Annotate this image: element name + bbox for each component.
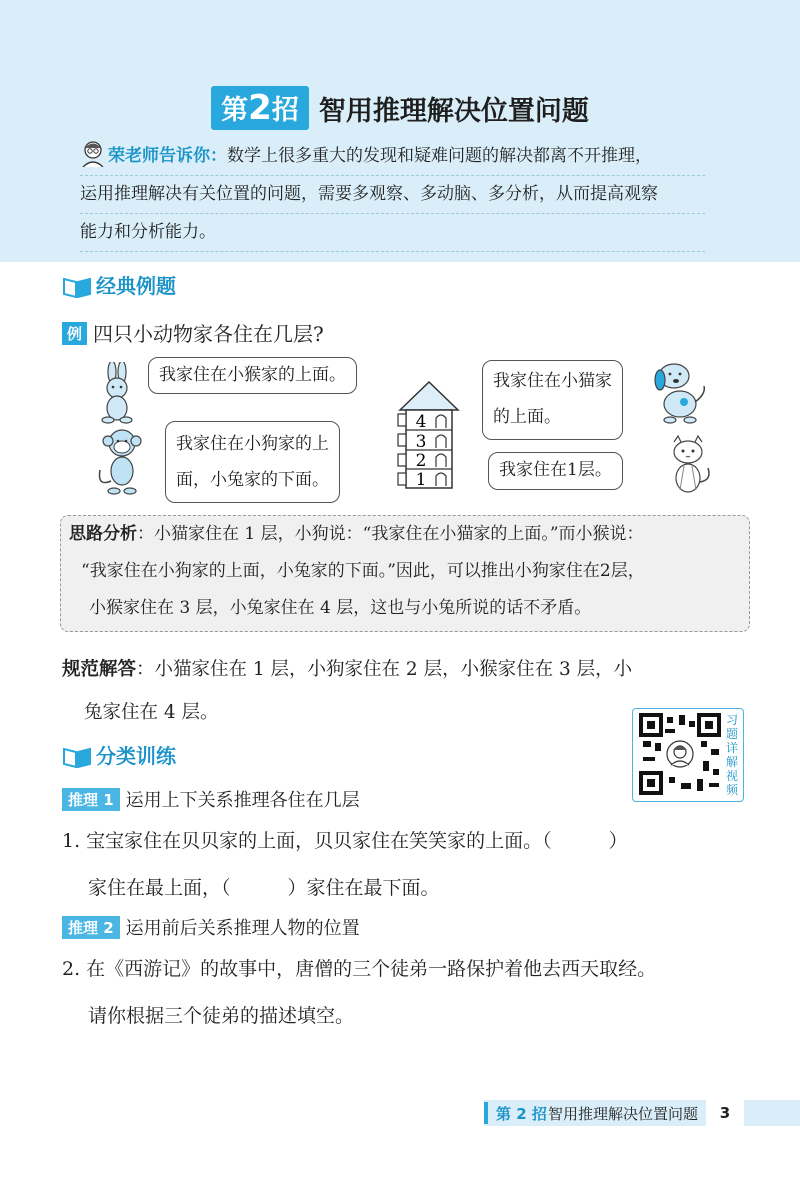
floor-1-label: 1 (415, 470, 427, 490)
teacher-tip: 荣老师告诉你：数学上很多重大的发现和疑难问题的解决都离不开推理， 运用推理解决有关位置的问题，需要多观察、多动脑、多分析，从而提高观察 能力和分析能力。 (80, 138, 705, 252)
training-1-badge: 推理 1 (62, 788, 120, 811)
monkey-speech-bubble: 我家住在小狗家的上 面，小兔家的下面。 (165, 421, 340, 503)
qr-code-icon (639, 713, 721, 795)
open-book-icon (62, 746, 92, 768)
standard-answer: 规范解答：小猫家住在 1 层，小狗家住在 2 层，小猴家住在 3 层，小 兔家住在 4 层。 (62, 659, 633, 723)
question-1: 1. 宝宝家住在贝贝家的上面，贝贝家住在笑笑家的上面。（ ） 家住在最上面，（ ）家住在最下面。 (62, 830, 628, 899)
rabbit-speech-bubble: 我家住在小猴家的上面。 (148, 357, 357, 394)
training-2-heading: 推理 2 运用前后关系推理人物的位置 (62, 914, 360, 940)
training-2-badge: 推理 2 (62, 916, 120, 939)
floor-3-label: 3 (415, 432, 427, 452)
qr-code-box[interactable] (632, 708, 744, 802)
rabbit-icon (92, 362, 144, 424)
page-number: 3 (706, 1100, 744, 1126)
tip-teacher-label: 荣老师告诉你： (108, 146, 227, 166)
answer-label: 规范解答 (62, 659, 137, 680)
chapter-badge: 第2招 (211, 86, 309, 130)
training-1-heading: 推理 1 运用上下关系推理各住在几层 (62, 786, 360, 812)
teacher-avatar-icon (80, 139, 106, 167)
footer-chapter-tag: 第 2 招 (496, 1105, 547, 1123)
monkey-icon (92, 425, 157, 495)
section-heading-examples: 经典例题 (62, 270, 176, 299)
qr-side-text: 习题详解视频 (725, 713, 738, 797)
footer-title: 智用推理解决位置问题 (548, 1105, 699, 1123)
dog-speech-bubble: 我家住在小猫家 的上面。 (482, 360, 623, 440)
apartment-building (396, 380, 462, 490)
analysis-label: 思路分析 (69, 524, 137, 544)
open-book-icon (62, 276, 92, 298)
floor-4-label: 4 (415, 412, 427, 432)
dog-icon (648, 358, 710, 428)
cat-speech-bubble: 我家住在1层。 (488, 452, 623, 490)
example-badge: 例 (62, 322, 87, 345)
chapter-title-text: 智用推理解决位置问题 (318, 95, 589, 127)
cat-icon (662, 434, 714, 496)
section-heading-training: 分类训练 (62, 740, 176, 769)
analysis-box: 思路分析：小猫家住在 1 层，小狗说：“我家住在小猫家的上面。”而小猴说： “我家住在小狗家的上面，小兔家的下面。”因此，可以推出小狗家住在2层， 小猴家住在 3 层，小兔家住在 4 层，这也与小兔所说的话不矛盾。 (60, 515, 750, 632)
page-footer (484, 1100, 800, 1126)
example-question: 例 四只小动物家各住在几层? (62, 318, 324, 347)
floor-2-label: 2 (415, 451, 427, 471)
question-2: 2. 在《西游记》的故事中，唐僧的三个徒弟一路保护着他去西天取经。 请你根据三个徒弟的描述填空。 (62, 958, 657, 1027)
chapter-title (0, 86, 800, 130)
